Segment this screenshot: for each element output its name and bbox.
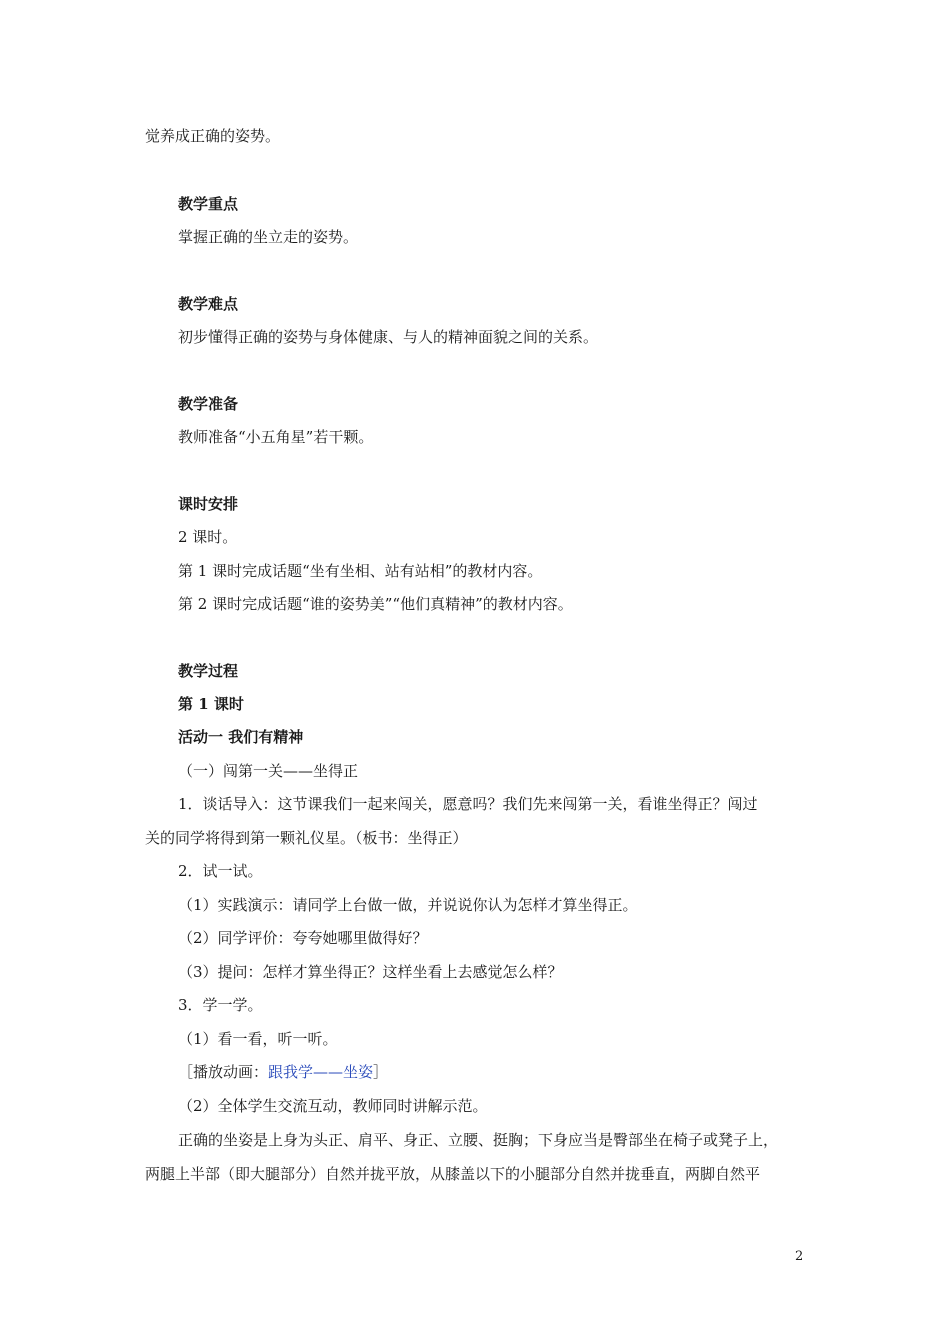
paragraph-step-2: 2．试一试。 xyxy=(178,862,263,880)
paragraph-teaching-focus: 掌握正确的坐立走的姿势。 xyxy=(178,228,359,246)
paragraph-step-2-3: （3）提问：怎样才算坐得正？这样坐看上去感觉怎么样？ xyxy=(178,963,563,981)
paragraph-step-2-2: （2）同学评价：夸夸她哪里做得好？ xyxy=(178,929,428,947)
paragraph-teaching-difficulty: 初步懂得正确的姿势与身体健康、与人的精神面貌之间的关系。 xyxy=(178,328,599,346)
paragraph-step-3-2: （2）全体学生交流互动，教师同时讲解示范。 xyxy=(178,1097,488,1115)
paragraph-continuation: 觉养成正确的姿势。 xyxy=(145,127,281,145)
paragraph-posture-description-cont: 两腿上半部（即大腿部分）自然并拢平放，从膝盖以下的小腿部分自然并拢垂直，两脚自然平 xyxy=(145,1165,761,1183)
heading-teaching-process: 教学过程 xyxy=(178,662,239,680)
heading-lesson-1: 第 1 课时 xyxy=(178,695,244,713)
paragraph-schedule-count: 2 课时。 xyxy=(178,528,238,546)
paragraph-schedule-lesson-2: 第 2 课时完成话题“谁的姿势美”“他们真精神”的教材内容。 xyxy=(178,595,573,613)
heading-teaching-preparation: 教学准备 xyxy=(178,395,239,413)
paragraph-step-3: 3．学一学。 xyxy=(178,996,263,1014)
animation-link[interactable]: 跟我学——坐姿 xyxy=(268,1063,374,1081)
heading-teaching-difficulty: 教学难点 xyxy=(178,295,239,313)
paragraph-step-1: 1．谈话导入：这节课我们一起来闯关，愿意吗？我们先来闯第一关，看谁坐得正？闯过 xyxy=(178,795,758,813)
animation-bracket-close: ］ xyxy=(373,1063,389,1081)
paragraph-animation xyxy=(178,1062,388,1082)
paragraph-posture-description: 正确的坐姿是上身为头正、肩平、身正、立腰、挺胸；下身应当是臀部坐在椅子或凳子上， xyxy=(178,1131,779,1149)
paragraph-step-1-cont: 关的同学将得到第一颗礼仪星。（板书：坐得正） xyxy=(145,829,468,847)
paragraph-stage-1: （一）闯第一关——坐得正 xyxy=(178,762,359,780)
page-number: 2 xyxy=(795,1249,804,1264)
heading-teaching-focus: 教学重点 xyxy=(178,195,239,213)
heading-activity-1: 活动一 我们有精神 xyxy=(178,728,304,746)
paragraph-schedule-lesson-1: 第 1 课时完成话题“坐有坐相、站有站相”的教材内容。 xyxy=(178,562,543,580)
paragraph-step-3-1: （1）看一看，听一听。 xyxy=(178,1030,338,1048)
paragraph-step-2-1: （1）实践演示：请同学上台做一做，并说说你认为怎样才算坐得正。 xyxy=(178,896,638,914)
animation-bracket-open: ［播放动画： xyxy=(178,1063,269,1081)
heading-schedule: 课时安排 xyxy=(178,495,239,513)
paragraph-teaching-preparation: 教师准备“小五角星”若干颗。 xyxy=(178,428,374,446)
